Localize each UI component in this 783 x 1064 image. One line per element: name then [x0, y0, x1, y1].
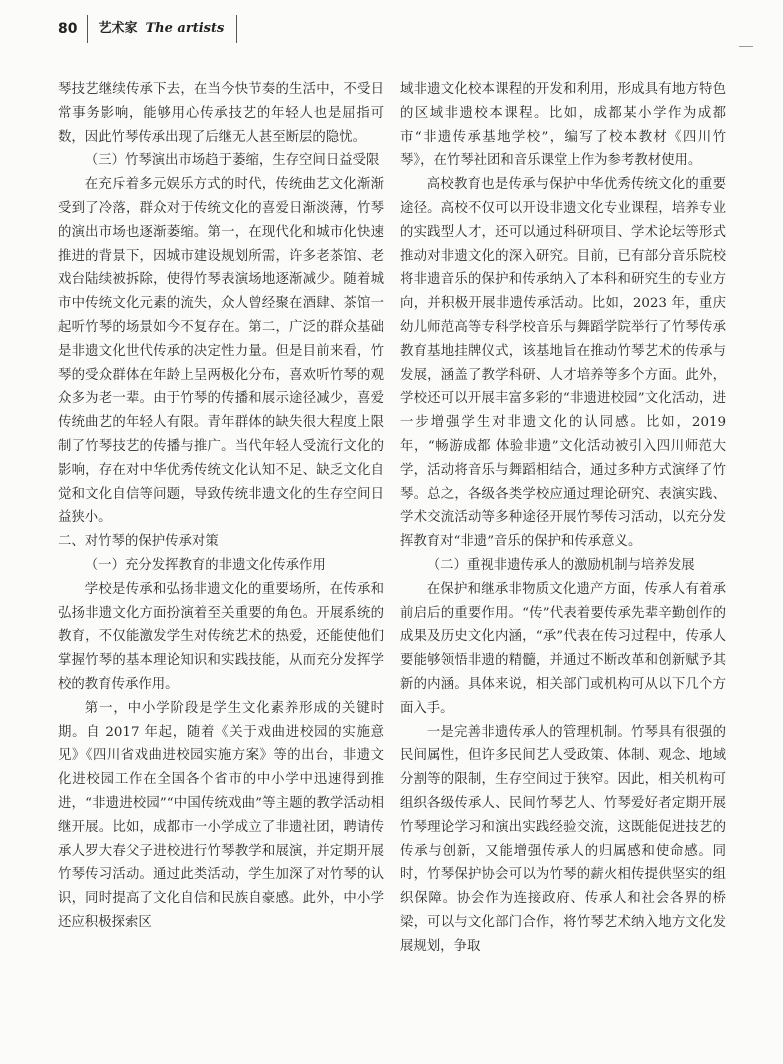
paragraph: 高校教育也是传承与保护中华优秀传统文化的重要途径。高校不仅可以开设非遗文化专业课程，培养专业的实践型人才，还可以通过科研项目、学术论坛等形式推动对非遗文化的深入研究。目前，已有部分音乐院校将非遗音乐的保护和传承纳入了本科和研究生的专业方向，并积极开展非遗传承活动。比如，2023 年，重庆幼儿师范高等专科学校音乐与舞蹈学院举行了竹琴传承教育基地挂牌仪式，该基地旨在推动竹琴艺术的传承与发展，涵盖了教学科研、人才培养等多个方面。此外，学校还可以开展丰富多彩的“非遗进校园”文化活动，进一步增强学生对非遗文化的认同感。比如，2019 年，“畅游成都 体验非遗”文化活动被引入四川师范大学，活动将音乐与舞蹈相结合，通过多种方式演绎了竹琴。总之，各级各类学校应通过理论研究、表演实践、学术交流活动等多种途径开展竹琴传习活动，以充分发挥教育对“非遗”音乐的保护和传承意义。 — [400, 177, 726, 550]
paragraph: 在充斥着多元娱乐方式的时代，传统曲艺文化渐渐受到了冷落，群众对于传统文化的喜爱日渐淡薄，竹琴的演出市场也逐渐萎缩。第一，在现代化和城市化快速推进的背景下，因城市建设规划所需，许多老茶馆、老戏台陆续被拆除，使得竹琴表演场地逐渐减少。随着城市中传统文化元素的流失，众人曾经聚在酒肆、茶馆一起听竹琴的场景如今不复存在。第二，广泛的群众基础是非遗文化世代传承的决定性力量。但是目前来看，竹琴的受众群体在年龄上呈两极化分布，喜欢听竹琴的观众多为老一辈。由于竹琴的传播和展示途径减少，喜爱传统曲艺的年轻人有限。青年群体的缺失很大程度上限制了竹琴技艺的传播与推广。当代年轻人受流行文化的影响，存在对中华优秀传统文化认知不足、缺乏文化自觉和文化自信等问题，导致传统非遗文化的生存空间日益狭小。 — [58, 177, 384, 526]
paragraph: 域非遗文化校本课程的开发和利用，形成具有地方特色的区域非遗校本课程。比如，成都某小学作为成都市“非遗传承基地学校”，编写了校本教材《四川竹琴》，在竹琴社团和音乐课堂上作为参考教材使用。 — [400, 82, 726, 169]
paragraph: 琴技艺继续传承下去，在当今快节奏的生活中，不受日常事务影响，能够用心传承技艺的年轻人也是屈指可数，因此竹琴传承出现了后继无人甚至断层的隐忧。 — [58, 82, 384, 145]
page-number: 80 — [58, 15, 88, 43]
page-header — [58, 14, 237, 44]
right-column — [400, 78, 726, 958]
subheading: （三）竹琴演出市场趋于萎缩，生存空间日益受限 — [84, 153, 380, 169]
subheading: （一）充分发挥教育的非遗文化传承作用 — [84, 557, 326, 573]
left-column — [58, 78, 384, 935]
paragraph: 学校是传承和弘扬非遗文化的重要场所，在传承和弘扬非遗文化方面扮演着至关重要的角色。开展系统的教育，不仅能激发学生对传统艺术的热爱，还能使他们掌握竹琴的基本理论知识和实践技能，从而充分发挥学校的教育传承作用。 — [58, 581, 384, 692]
paragraph: 一是完善非遗传承人的管理机制。竹琴具有很强的民间属性，但许多民间艺人受政策、体制、观念、地域分割等的限制，生存空间过于狭窄。因此，相关机构可组织各级传承人、民间竹琴艺人、竹琴爱好者定期开展竹琴理论学习和演出实践经验交流，这既能促进技艺的传承与创新，又能增强传承人的归属感和使命感。同时，竹琴保护协会可以为竹琴的薪火相传提供坚实的组织保障。协会作为连接政府、传承人和社会各界的桥梁，可以与文化部门合作，将竹琴艺术纳入地方文化发展规划，争取 — [400, 724, 726, 954]
subheading: （二）重视非遗传承人的激励机制与培养发展 — [426, 557, 695, 573]
journal-title — [88, 15, 237, 43]
section-heading: 二、对竹琴的保护传承对策 — [58, 534, 219, 550]
paragraph: 第一，中小学阶段是学生文化素养形成的关键时期。自 2017 年起，随着《关于戏曲进校园的实施意见》《四川省戏曲进校园实施方案》等的出台，非遗文化进校园工作在全国各个省市的中小学中迅速得到推进，“非遗进校园”“中国传统戏曲”等主题的教学活动相继开展。比如，成都市一小学成立了非遗社团，聘请传承人罗大春父子进校进行竹琴教学和展演，并定期开展竹琴传习活动。通过此类活动，学生加深了对竹琴的认识，同时提高了文化自信和民族自豪感。此外，中小学还应积极探索区 — [58, 700, 384, 930]
corner-mark — [739, 46, 753, 47]
journal-title-cn: 艺术家 — [98, 21, 138, 36]
journal-title-en: The artists — [145, 21, 225, 36]
paragraph: 在保护和继承非物质文化遗产方面，传承人有着承前启后的重要作用。“传”代表着要传承先辈辛勤创作的成果及历史文化内涵，“承”代表在传习过程中，传承人要能够领悟非遗的精髓，并通过不断改革和创新赋予其新的内涵。具体来说，相关部门或机构可从以下几个方面入手。 — [400, 581, 726, 716]
